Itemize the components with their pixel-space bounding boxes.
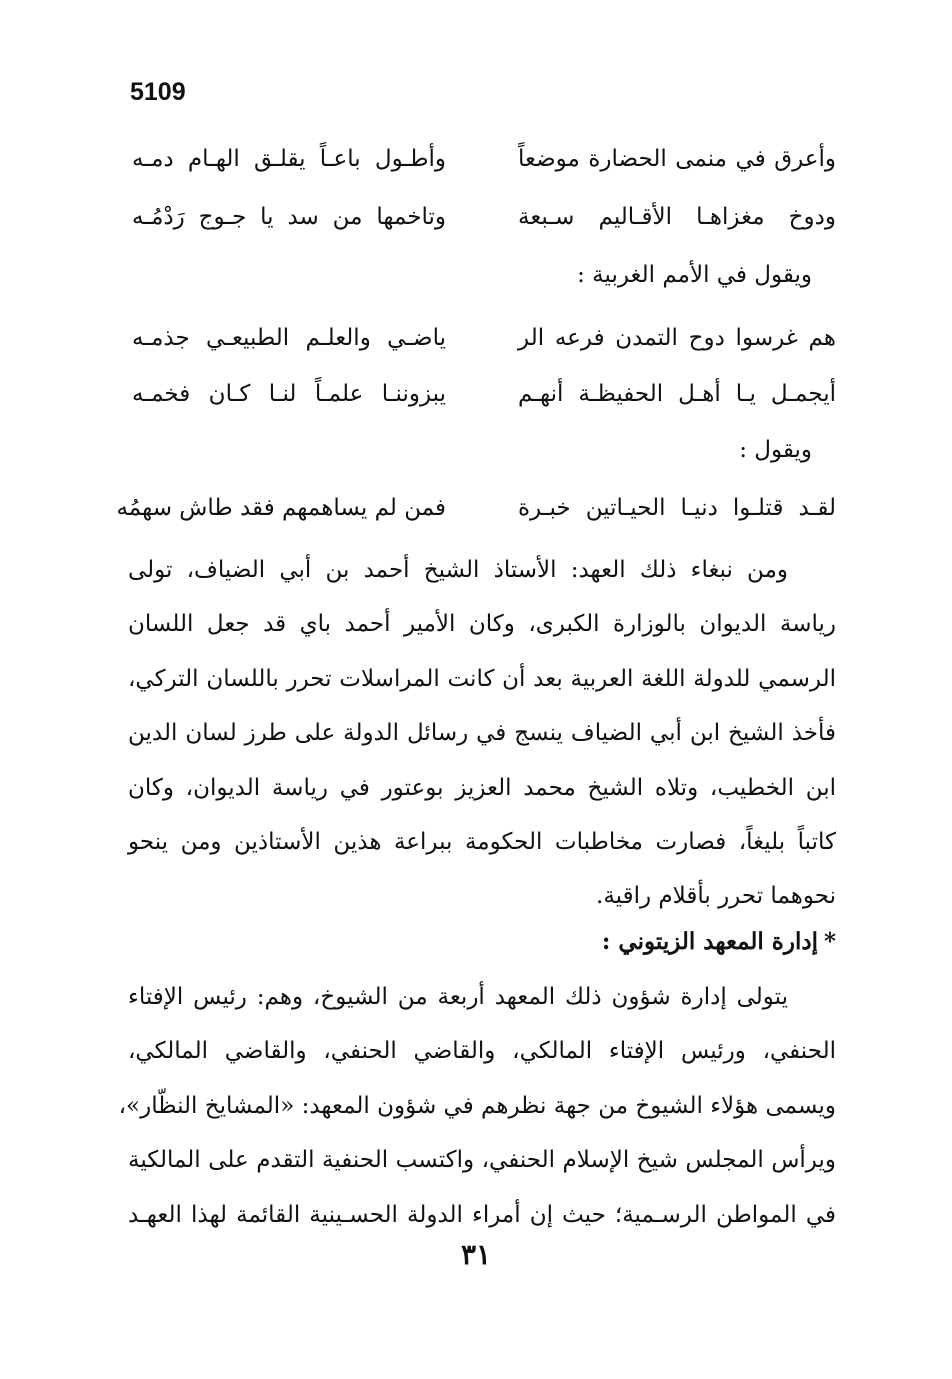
verse-first-hemistich: لقـد قتلـوا دنيـا الحيـاتين خبـرة [518, 495, 836, 521]
verse-line [116, 483, 836, 533]
paragraph-line: في المواطن الرسـمية؛ حيث إن أمراء الدولة الحسـينية القائمة لهذا العهـد [128, 1201, 836, 1228]
paragraph [118, 970, 836, 1242]
page-number-top: 5109 [130, 78, 186, 106]
verse-line [132, 369, 836, 419]
verse-second-hemistich: فمن لم يساهمهم فقد طاش سهمُه [116, 495, 446, 521]
verse-first-hemistich: أيجمـل يـا أهـل الحفيظـة أنهـم [518, 381, 836, 407]
verse-second-hemistich: يبزوننـا علمـاً لنـا كـان فخمـه [132, 381, 446, 407]
paragraph [128, 543, 836, 924]
verse-second-hemistich: ياضـي والعلـم الطبيعـي جذمـه [132, 325, 446, 351]
verse-first-hemistich: ودوخ مغزاهـا الأقـاليم سـبعة [518, 204, 836, 230]
paragraph-line: ابن الخطيب، وتلاه الشيخ محمد العزيز بوعتور في رياسة الديوان، وكان [128, 774, 836, 801]
section-heading [602, 916, 836, 968]
verse-first-hemistich: وأعرق في منمى الحضارة موضعاً [518, 146, 836, 172]
verse-intro: ويقول : [739, 437, 812, 463]
paragraph-line: الرسمي للدولة اللغة العربية بعد أن كانت المراسلات تحرر باللسان التركي، [128, 665, 837, 692]
verse-line [132, 134, 836, 184]
paragraph-line: الحنفي، ورئيس الإفتاء المالكي، والقاضي الحنفي، والقاضي المالكي، [128, 1038, 836, 1065]
section-heading-text: إدارة المعهد الزيتوني : [601, 928, 818, 955]
page-number-bottom: ٣١ [460, 1238, 492, 1271]
verse-second-hemistich: وأطـول باعـاً يقلـق الهـام دمـه [132, 146, 446, 172]
paragraph-line: كاتباً بليغاً، فصارت مخاطبات الحكومة ببراعة هذين الأستاذين ومن ينحو [128, 828, 836, 855]
paragraph-line: ومن نبغاء ذلك العهد: الأستاذ الشيخ أحمد بن أبي الضياف، تولى [128, 557, 788, 583]
paragraph-line: ويرأس المجلس شيخ الإسلام الحنفي، واكتسب الحنفية التقدم على المالكية [128, 1147, 836, 1174]
paragraph-line: رياسة الديوان بالوزارة الكبرى، وكان الأمير أحمد باي قد جعل اللسان [128, 611, 836, 638]
verse-line [132, 313, 836, 363]
verse-intro: ويقول في الأمم الغربية : [577, 262, 812, 288]
section-marker: * [823, 928, 836, 955]
verse-first-hemistich: هم غرسوا دوح التمدن فرعه الر [518, 325, 836, 351]
paragraph-line: فأخذ الشيخ ابن أبي الضياف ينسج في رسائل الدولة على طرز لسان الدين [128, 720, 836, 747]
verse-line [132, 192, 836, 242]
paragraph-line: ويسمى هؤلاء الشيوخ من جهة نظرهم في شؤون المعهد: «المشايخ النظّار»، [118, 1092, 836, 1119]
paragraph-line: نحوهما تحرر بأقلام راقية. [596, 883, 836, 910]
verse-second-hemistich: وتاخمها من سد يا جـوج رَدْمُـه [132, 204, 446, 230]
paragraph-line: يتولى إدارة شؤون ذلك المعهد أربعة من الشيوخ، وهم: رئيس الإفتاء [128, 984, 788, 1010]
